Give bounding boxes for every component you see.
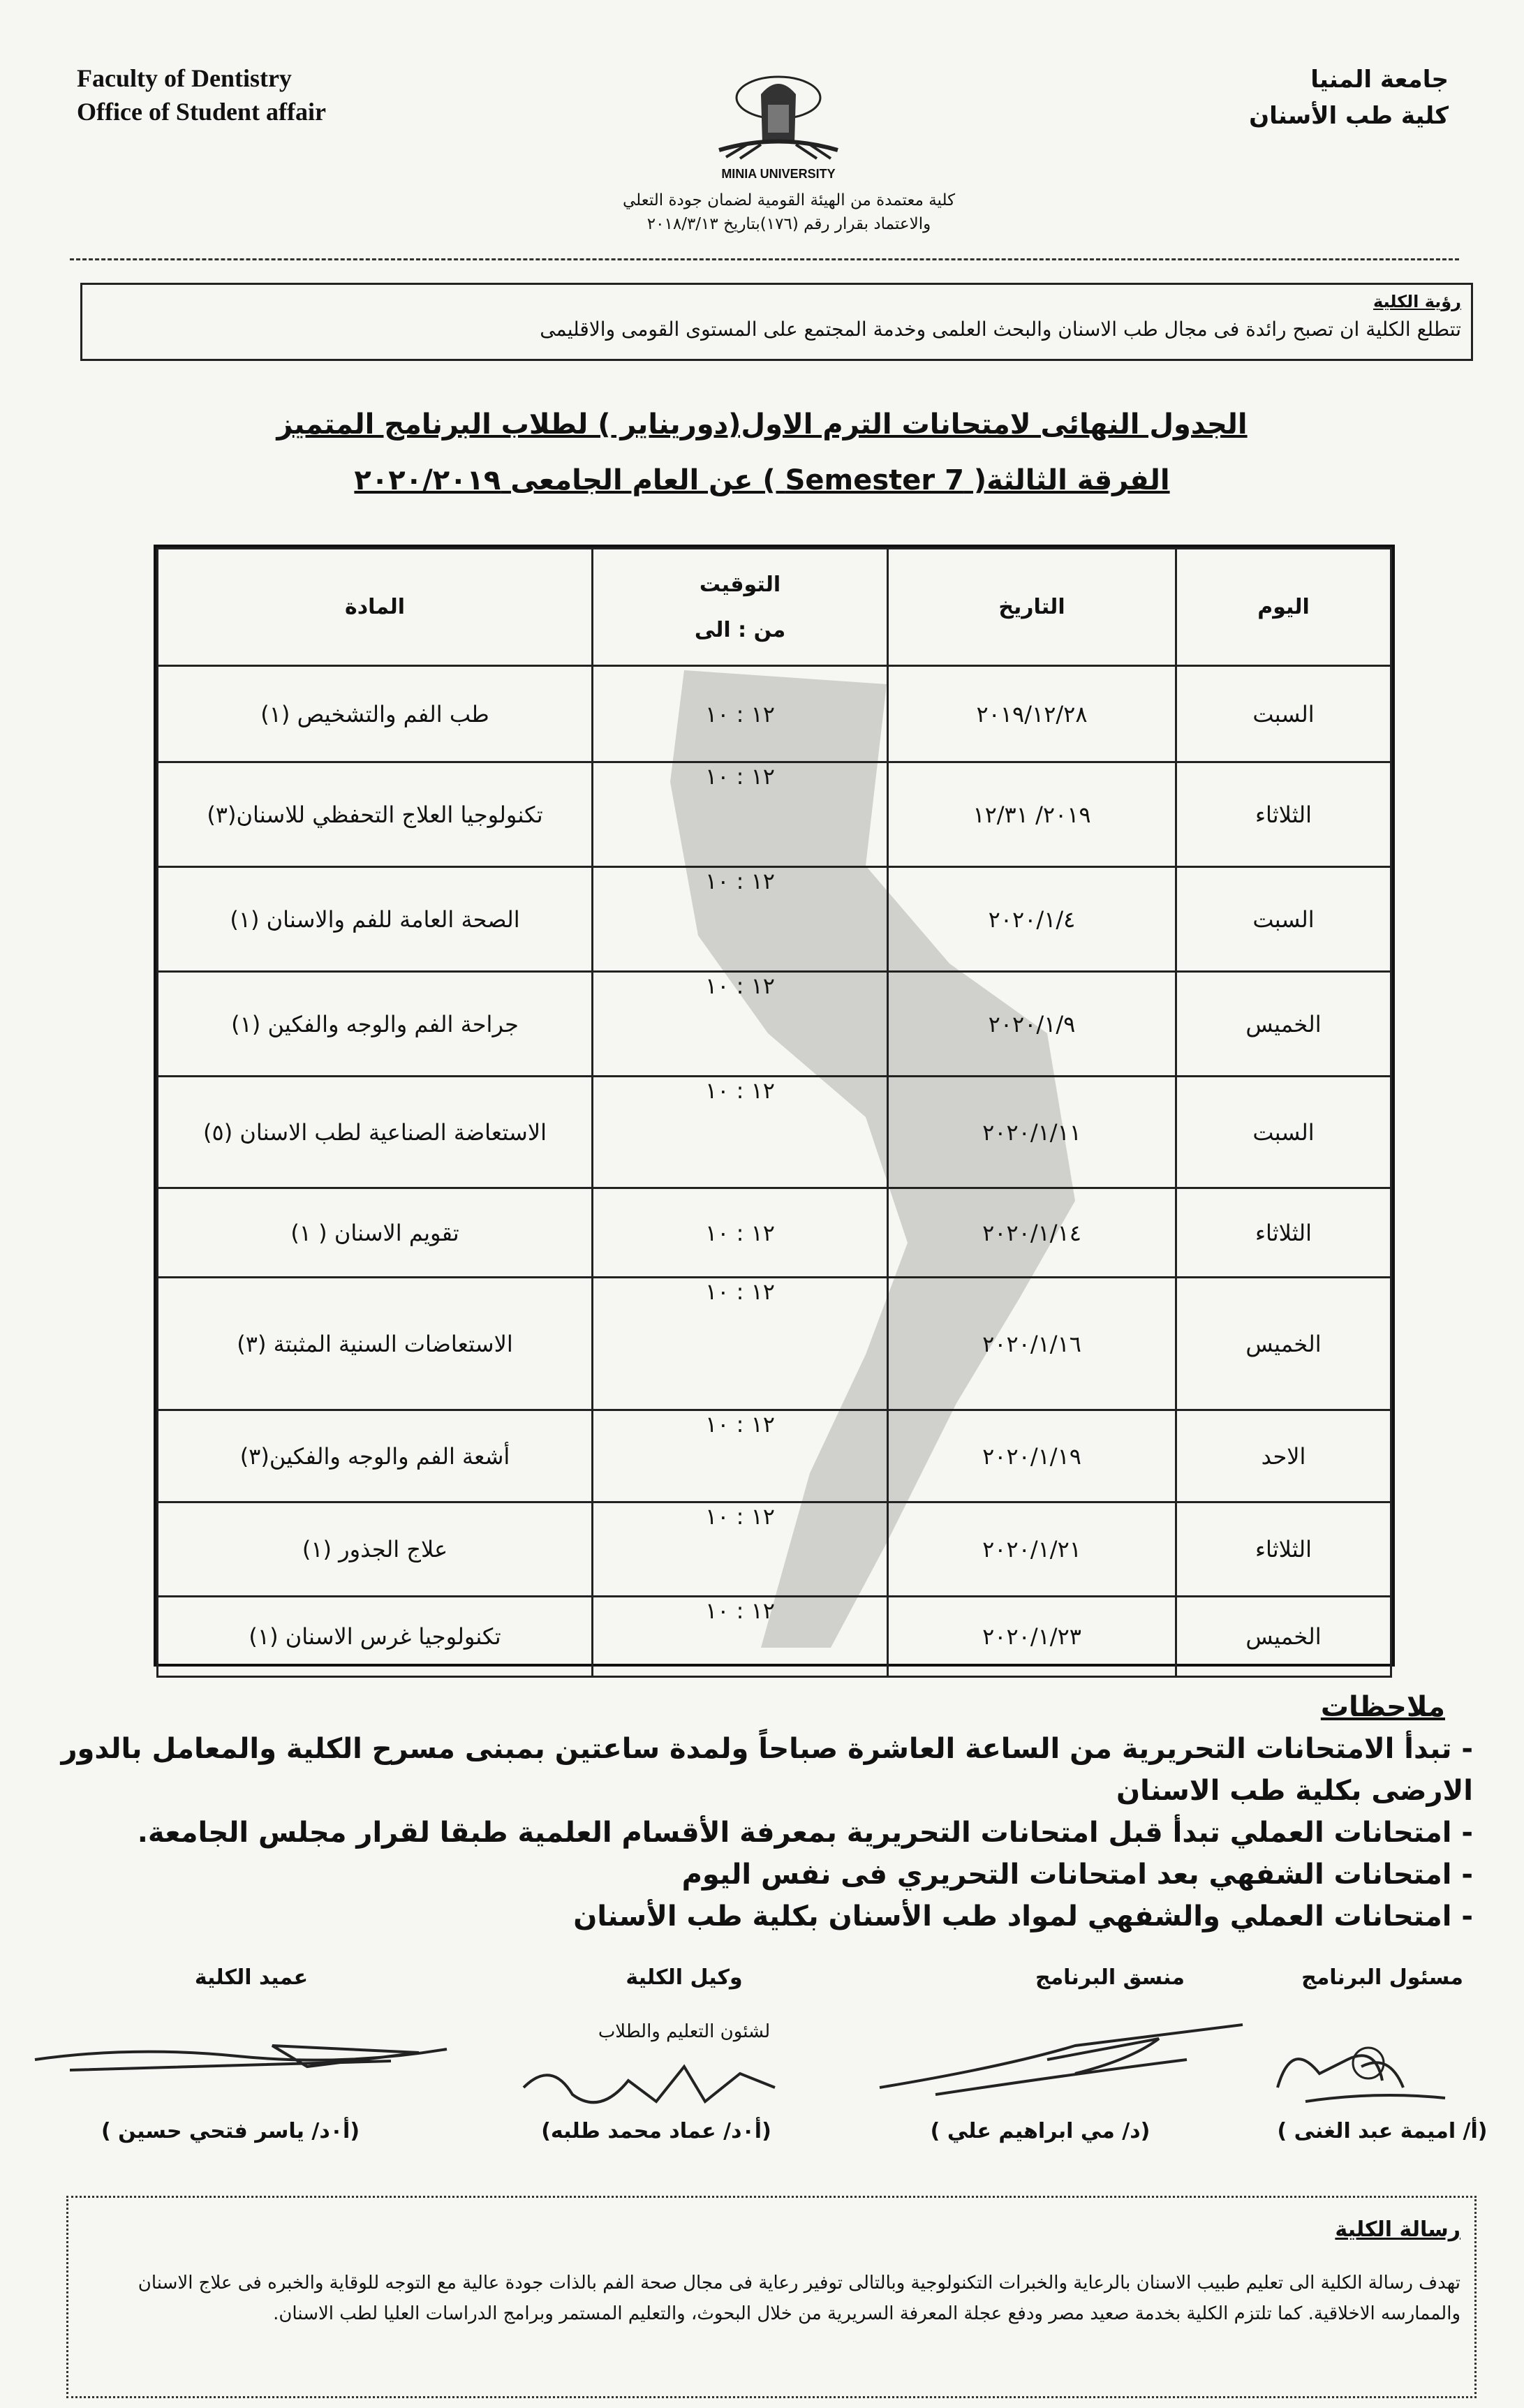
dean-title: عميد الكلية <box>194 1965 309 1990</box>
vice-dean-subtitle: لشئون التعليم والطلاب <box>598 2021 771 2042</box>
university-logo <box>705 66 852 189</box>
cell-date: ٢٠١٩/ ١٢/٣١ <box>888 762 1176 867</box>
table-row <box>158 1188 1391 1278</box>
cell-day: الثلاثاء <box>1176 1188 1391 1278</box>
cell-subject: تقويم الاسنان ( ١) <box>158 1188 593 1278</box>
cell-date: ٢٠٢٠/١/١٤ <box>888 1188 1176 1278</box>
header-time-range: من : الى <box>694 617 786 642</box>
accreditation-line-2: والاعتماد بقرار رقم (١٧٦)بتاريخ ٢٠١٨/٣/١٣ <box>646 215 931 233</box>
cell-date: ٢٠٢٠/١/٤ <box>888 867 1176 972</box>
cell-day: الخميس <box>1176 1597 1391 1677</box>
cell-time: ١٢ : ١٠ <box>593 1502 888 1597</box>
cell-time: ١٢ : ١٠ <box>593 666 888 762</box>
cell-day: السبت <box>1176 867 1391 972</box>
vice-dean-title: وكيل الكلية <box>626 1965 743 1990</box>
vice-dean-signature <box>510 2039 803 2122</box>
cell-time: ١٢ : ١٠ <box>593 1077 888 1188</box>
cell-time: ١٢ : ١٠ <box>593 1410 888 1502</box>
cell-date: ٢٠١٩/١٢/٢٨ <box>888 666 1176 762</box>
table-row <box>158 1077 1391 1188</box>
note-item: - تبدأ الامتحانات التحريرية من الساعة العاشرة صباحاً ولمدة ساعتين بمبنى مسرح الكلية والمعامل بالدور الارضى بكلية طب الاسنان <box>61 1733 1473 1807</box>
coordinator-signature <box>866 2011 1257 2108</box>
cell-subject: أشعة الفم والوجه والفكين(٣) <box>158 1410 593 1502</box>
cell-subject: تكنولوجيا غرس الاسنان (١) <box>158 1597 593 1677</box>
cell-day: الخميس <box>1176 1278 1391 1410</box>
exam-schedule-table <box>154 545 1395 1667</box>
cell-subject: تكنولوجيا العلاج التحفظي للاسنان(٣) <box>158 762 593 867</box>
cell-time: ١٢ : ١٠ <box>593 1597 888 1677</box>
table-row <box>158 666 1391 762</box>
coordinator-title: منسق البرنامج <box>1035 1965 1185 1990</box>
faculty-name-ar: كلية طب الأسنان <box>1249 102 1449 130</box>
cell-date: ٢٠٢٠/١/١٩ <box>888 1410 1176 1502</box>
vision-text: تتطلع الكلية ان تصبح رائدة فى مجال طب الاسنان والبحث العلمى وخدمة المجتمع على المستوى القومى والاقليمى <box>540 318 1461 341</box>
mission-title: رسالة الكلية <box>1335 2217 1460 2242</box>
cell-day: الثلاثاء <box>1176 762 1391 867</box>
cell-time: ١٢ : ١٠ <box>593 1278 888 1410</box>
cell-subject: الصحة العامة للفم والاسنان (١) <box>158 867 593 972</box>
vice-dean-name: (أ٠د/ عماد محمد طلبه) <box>541 2119 771 2143</box>
table-row <box>158 972 1391 1077</box>
faculty-name-en: Faculty of Dentistry <box>77 64 292 92</box>
coordinator-name: (د/ مي ابراهيم علي ) <box>930 2119 1151 2143</box>
note-item: - امتحانات العملي والشفهي لمواد طب الأسنان بكلية طب الأسنان <box>573 1900 1473 1933</box>
officer-title: مسئول البرنامج <box>1301 1965 1463 1990</box>
table-row <box>158 867 1391 972</box>
header-arabic <box>1249 61 1449 134</box>
cell-subject: علاج الجذور (١) <box>158 1502 593 1597</box>
notes-title: ملاحظات <box>1320 1691 1445 1723</box>
mission-text: تهدف رسالة الكلية الى تعليم طبيب الاسنان بالرعاية والخبرات التكنولوجية وبالتالى توفير رعاية فى مجال صحة الفم بالذات جودة عالية مع التوجه للوقاية والخبره فى علاج الاسنان والممارسه الاخلاقية. كما تلتزم الكلية بخدمة صعيد مصر ودفع عجلة المعرفة السريرية من خلال البحوث، والتعليم المستمر وبرامج الدراسات العليا لطب الاسنان. <box>138 2273 1460 2324</box>
vision-box <box>80 283 1473 361</box>
cell-time: ١٢ : ١٠ <box>593 972 888 1077</box>
cell-date: ٢٠٢٠/١/٢١ <box>888 1502 1176 1597</box>
cell-subject: الاستعاضة الصناعية لطب الاسنان (٥) <box>158 1077 593 1188</box>
university-name-ar: جامعة المنيا <box>1310 66 1449 94</box>
header-english <box>77 61 326 128</box>
office-name-en: Office of Student affair <box>77 98 326 126</box>
cell-time: ١٢ : ١٠ <box>593 1188 888 1278</box>
cell-day: السبت <box>1176 1077 1391 1188</box>
note-item: - امتحانات الشفهي بعد امتحانات التحريري فى نفس اليوم <box>681 1859 1473 1891</box>
cell-subject: جراحة الفم والوجه والفكين (١) <box>158 972 593 1077</box>
officer-signature <box>1264 2025 1494 2115</box>
table-row <box>158 1410 1391 1502</box>
notes-section <box>42 1686 1473 1937</box>
cell-day: الخميس <box>1176 972 1391 1077</box>
header-date: التاريخ <box>888 549 1176 666</box>
vision-title: رؤية الكلية <box>1373 292 1461 311</box>
dean-name: (أ٠د/ ياسر فتحي حسين ) <box>101 2119 360 2143</box>
header-divider <box>70 258 1459 260</box>
officer-name: (أ/ اميمة عبد الغنى ) <box>1277 2119 1488 2143</box>
table-row <box>158 1597 1391 1677</box>
cell-date: ٢٠٢٠/١/٢٣ <box>888 1597 1176 1677</box>
schedule-title: الجدول النهائى لامتحانات الترم الاول(دوريناير ) لطلاب البرنامج المتميز <box>276 408 1248 441</box>
logo-text: MINIA UNIVERSITY <box>721 167 836 181</box>
dean-signature <box>28 2018 461 2095</box>
cell-day: الثلاثاء <box>1176 1502 1391 1597</box>
cell-date: ٢٠٢٠/١/٩ <box>888 972 1176 1077</box>
header-day: اليوم <box>1176 549 1391 666</box>
table-row <box>158 1278 1391 1410</box>
cell-subject: الاستعاضات السنية المثبتة (٣) <box>158 1278 593 1410</box>
cell-day: السبت <box>1176 666 1391 762</box>
header-time-label: التوقيت <box>699 572 781 597</box>
cell-date: ٢٠٢٠/١/١١ <box>888 1077 1176 1188</box>
accreditation-line-1: كلية معتمدة من الهيئة القومية لضمان جودة التعلي <box>622 191 956 209</box>
schedule-subtitle: الفرقة الثالثة( Semester 7 ) عن العام الجامعى ٢٠٢٠/٢٠١٩ <box>354 464 1170 496</box>
cell-day: الاحد <box>1176 1410 1391 1502</box>
table-header-row <box>158 549 1391 666</box>
table-row <box>158 762 1391 867</box>
cell-time: ١٢ : ١٠ <box>593 867 888 972</box>
cell-date: ٢٠٢٠/١/١٦ <box>888 1278 1176 1410</box>
mission-box <box>66 2196 1477 2398</box>
accreditation-note <box>545 189 1033 236</box>
header-time <box>593 549 888 666</box>
cell-subject: طب الفم والتشخيص (١) <box>158 666 593 762</box>
cell-time: ١٢ : ١٠ <box>593 762 888 867</box>
table-row <box>158 1502 1391 1597</box>
header-subject: المادة <box>158 549 593 666</box>
note-item: - امتحانات العملي تبدأ قبل امتحانات التحريرية بمعرفة الأقسام العلمية طبقا لقرار مجلس الجامعة. <box>137 1817 1473 1849</box>
